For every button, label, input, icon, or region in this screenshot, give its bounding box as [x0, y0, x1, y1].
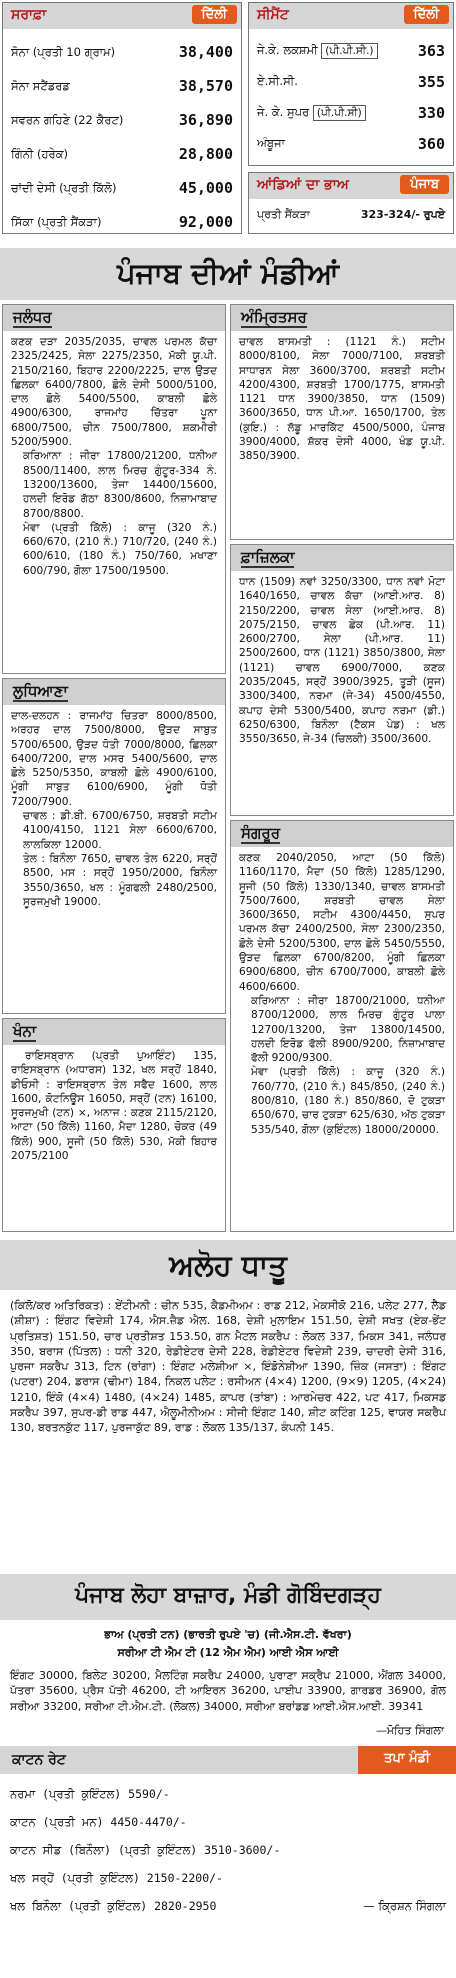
cotton-row: ਨਰਮਾ (ਪ੍ਰਤੀ ਕੁਇੰਟਲ) 5590/-: [10, 1787, 170, 1801]
rate-label: ਸੋਨਾ (ਪ੍ਰਤੀ 10 ਗ੍ਰਾਮ): [11, 44, 116, 59]
steel-subheading: [0, 1626, 456, 1662]
cotton-row: ਕਾਟਨ ਸੀਡ (ਬਿਨੌਲਾ) (ਪ੍ਰਤੀ ਕੁਇੰਟਲ) 3510-3600/-: [10, 1843, 281, 1857]
eggs-label: ਪ੍ਰਤੀ ਸੈਂਕੜਾ: [257, 208, 310, 221]
steel-signature: —ਮੋਹਿਤ ਸਿੰਗਲਾ: [375, 1724, 444, 1737]
rate-value: 360: [417, 134, 445, 153]
eggs-title: ਆਂਡਿਆਂ ਦਾ ਭਾਅ: [257, 177, 349, 193]
jalandhar-body: ਕਣਕ ਦੜਾ 2035/2035, ਚਾਵਲ ਪਰਮਲ ਕੱਚਾ 2325/2425, ਸੇਲਾ 2275/2350, ਮੱਕੀ ਯੂ.ਪੀ. 2150/2160, ਬਿਹਾਰ 2200/2225, ਦਾਲ ਉੜਦ ਛਿਲਕਾ 6400/7800, ਛੋਲੇ ਦੇਸੀ 5000/5100, ਦਾਲ ਛੋਲੇ 5400/5500, ਕਾਬਲੀ ਛੋਲੇ 4900/6300, ਰਾਜਮਾਂਹ ਚਿੱਤਰਾ ਪੂਨਾ 6800/7500, ਚੀਨ 7500/7800, ਸ਼ਕਮੀਰੀ 5200/5900.: [11, 336, 217, 449]
sangrur-text: [231, 847, 453, 1141]
cotton-place-tag: ਤਪਾ ਮੰਡੀ: [358, 1746, 456, 1774]
amritsar-title: ਅੰਮ੍ਰਿਤਸਰ: [241, 308, 307, 326]
ludhiana-text: [3, 705, 225, 913]
rate-value: 38,570: [178, 77, 233, 95]
steel-sub1: ਭਾਅ (ਪ੍ਰਤੀ ਟਨ) (ਭਾਰਤੀ ਰੁਪਏ 'ਚ) (ਜੀ.ਐਸ.ਟੀ. ਵੱਖਰਾ): [104, 1628, 352, 1641]
metal-band: [0, 1240, 456, 1290]
saraafa-box: [2, 2, 242, 234]
steel-title: ਪੰਜਾਬ ਲੋਹਾ ਬਾਜ਼ਾਰ, ਮੰਡੀ ਗੋਬਿੰਦਗੜ੍ਹ: [75, 1583, 381, 1608]
jalandhar-section: [2, 304, 226, 674]
rate-row: [249, 97, 453, 128]
saraafa-city-tag: ਦਿੱਲੀ: [192, 5, 238, 24]
mandi-band: [0, 248, 456, 300]
rate-value: 330: [417, 103, 445, 122]
jalandhar-text: [3, 331, 225, 582]
eggs-header: [249, 173, 453, 199]
jalandhar-kariana: ਕਰਿਆਨਾ : ਜੀਰਾ 17800/21200, ਧਨੀਆ 8500/11400, ਲਾਲ ਮਿਰਚ ਗੁੰਟੂਰ-334 ਨੰ. 13200/13600, ਤੇਜਾ 14400/15600, ਹਲਦੀ ਇਰੋਡ ਗੱਠਾ 8300/8600, ਨਿਜ਼ਾਮਾਬਾਦ 8700/8800.: [23, 450, 217, 520]
rate-label: ਸੋਨਾ ਸਟੈਂਡਰਡ: [11, 78, 70, 93]
rate-value: 36,890: [178, 111, 233, 129]
cement-box: [248, 2, 454, 166]
rate-row: [3, 171, 241, 205]
cotton-row: ਖਲ ਬਿਨੌਲਾ (ਪ੍ਰਤੀ ਕੁਇੰਟਲ) 2820-2950: [10, 1899, 217, 1913]
fazilka-section: [230, 544, 454, 816]
cement-city-tag: ਦਿੱਲੀ: [404, 5, 450, 24]
cotton-title: ਕਾਟਨ ਰੇਟ: [12, 1752, 66, 1768]
saraafa-header: [3, 3, 241, 29]
khanna-title: ਖੰਨਾ: [13, 1022, 37, 1040]
cotton-header: [0, 1746, 456, 1774]
ludhiana-tel: ਤੇਲ : ਬਿਨੌਲਾ 7650, ਚਾਵਲ ਤੇਲ 6220, ਸਰ੍ਹੋਂ 8500, ਮਸ : ਸਰ੍ਹੋਂ 1950/2000, ਬਿਨੌਲਾ 3550/3650, ਖਲ : ਮੂੰਗਫਲੀ 2480/2500, ਸੂਰਜਮੁਖੀ 19000.: [23, 852, 217, 908]
ludhiana-chawal: ਚਾਵਲ : ਡੀ.ਬੀ. 6700/6750, ਸ਼ਰਬਤੀ ਸਟੀਮ 4100/4150, 1121 ਸੇਲਾ 6600/6700, ਲਾਲਕਿਲਾ 12000.: [23, 810, 217, 851]
jalandhar-title: ਜਲੰਧਰ: [13, 308, 52, 326]
eggs-state-tag: ਪੰਜਾਬ: [400, 175, 449, 194]
khanna-header: [3, 1019, 225, 1045]
metal-title: ਅਲੋਹ ਧਾਤੂ: [169, 1248, 287, 1282]
fazilka-header: [231, 545, 453, 571]
cement-title: ਸੀਮੈਂਟ: [257, 7, 289, 23]
cotton-row: ਕਾਟਨ (ਪ੍ਰਤੀ ਮਨ) 4450-4470/-: [10, 1815, 187, 1829]
ludhiana-section: [2, 678, 226, 1014]
rate-row: [3, 69, 241, 103]
rate-value: 363: [417, 41, 445, 60]
cotton-section: [0, 1746, 456, 1978]
sangrur-kariana: ਕਰਿਆਨਾ : ਜੀਰਾ 18700/21000, ਧਨੀਆ 8700/12000, ਲਾਲ ਮਿਰਚ ਗੁੰਟੂਰ ਪਾਲਾ 12700/13200, ਤੇਜਾ 13800/14500, ਹਲਦੀ ਇਰੋਡ ਫੱਲੀ 8900/9200, ਨਿਜ਼ਾਮਾਬਾਦ ਫੱਲੀ 9200/9300.: [251, 994, 445, 1065]
rate-row: [3, 137, 241, 171]
eggs-value: 323-324/- ਰੁਪਏ: [360, 208, 445, 221]
rate-label: ਸਿੱਕਾ (ਪ੍ਰਤੀ ਸੈਂਕੜਾ): [11, 214, 102, 229]
ludhiana-body: ਦਾਲ-ਦਲਹਨ : ਰਾਜਮਾਂਹ ਚਿਤਰਾ 8000/8500, ਅਰਹਰ ਦਾਲ 7500/8000, ਉੜਦ ਸਾਬੁਤ 5700/6500, ਉੜਦ ਧੋਤੀ 7000/8000, ਛਿਲਕਾ 6400/7200, ਦਾਲ ਮਸਰ 5400/5600, ਦਾਲ ਛੋਲੇ 5250/5350, ਕਾਬਲੀ ਛੋਲੇ 4900/6100, ਮੂੰਗੀ ਸਾਬੁਤ 6100/6900, ਮੂੰਗੀ ਧੋਤੀ 7200/7900.: [11, 710, 217, 808]
fazilka-title: ਫ਼ਾਜ਼ਿਲਕਾ: [241, 548, 295, 566]
rate-row: [249, 35, 453, 66]
saraafa-title: ਸਰਾਫ਼ਾ: [11, 7, 47, 23]
rate-value: 92,000: [178, 213, 233, 231]
ludhiana-title: ਲੁਧਿਆਣਾ: [13, 682, 68, 700]
rate-label: ਏ.ਸੀ.ਸੀ.: [257, 74, 298, 88]
rate-row: [3, 205, 241, 239]
cement-header: [249, 3, 453, 29]
amritsar-text: ਚਾਵਲ ਬਾਸਮਤੀ : (1121 ਨੰ.) ਸਟੀਮ 8000/8100, ਸੇਲਾ 7000/7100, ਸ਼ਰਬਤੀ ਸਾਧਾਰਨ ਸੇਲਾ 3600/3700, ਸ਼ਰਬਤੀ ਸਟੀਮ 4200/4300, ਸ਼ਰਬਤੀ 1700/1775, ਬਾਸਮਤੀ 1121 ਧਾਨ 3900/3850, ਧਾਨ (1509) 3600/3650, ਧਾਨ ਪੀ.ਆ. 1650/1700, ਤੇਲ (ਕੁਇ.) : ਲੱਡੂ ਮਾਰਕਿੱਟ 4500/5000, ਪੰਜਾਬ 3900/4000, ਸ਼ੱਕਰ ਦੇਸੀ 4000, ਖੰਡ ਯੂ.ਪੀ. 3850/3900.: [239, 336, 445, 463]
cotton-signature: — ਕ੍ਰਿਸ਼ਨ ਸਿੰਗਲਾ: [363, 1899, 446, 1913]
sangrur-body: ਕਣਕ 2040/2050, ਆਟਾ (50 ਕਿੱਲੋ) 1160/1170, ਮੈਦਾ (50 ਕਿੱਲੋ) 1285/1290, ਸੂਜੀ (50 ਕਿੱਲੋ) 1330/1340, ਚਾਵਲ ਬਾਸਮਤੀ 7500/7600, ਸ਼ਰਬਤੀ ਚਾਵਲ ਸੇਲਾ 3600/3650, ਸਟੀਮ 4300/4450, ਸੁਪਰ ਪਰਮਲ ਕੱਚਾ 2400/2500, ਸੇਲਾ 2300/2350, ਛੋਲੇ ਦੇਸੀ 5200/5300, ਦਾਲ ਛੋਲੇ 5450/5550, ਉੜਦ ਛਿਲਕਾ 6700/8200, ਮੂੰਗੀ ਛਿਲਕਾ 6900/6800, ਚੀਨ 6700/7000, ਕਾਬਲੀ ਛੋਲੇ 4600/6600.: [239, 852, 445, 993]
steel-sub2: ਸਰੀਆ ਟੀ ਐਮ ਟੀ (12 ਐਮ ਐਮ) ਆਈ ਐਸ ਆਈ: [117, 1646, 339, 1659]
rate-label: ਸਵਰਨ ਗਹਿਣੇ (22 ਕੈਰਟ): [11, 112, 124, 127]
amritsar-header: [231, 305, 453, 331]
sangrur-title: ਸੰਗਰੂਰ: [241, 824, 281, 842]
rate-label: ਅੰਬੂਜਾ: [257, 136, 285, 150]
rate-row: [249, 66, 453, 97]
mandi-title: ਪੰਜਾਬ ਦੀਆਂ ਮੰਡੀਆਂ: [116, 256, 340, 290]
sangrur-section: [230, 820, 454, 1232]
rate-label: ਗਿੰਨੀ (ਹਰੇਕ): [11, 146, 69, 161]
ludhiana-header: [3, 679, 225, 705]
rate-row: [249, 128, 453, 159]
jalandhar-meva: ਮੇਵਾ (ਪ੍ਰਤੀ ਕਿੱਲੋ) : ਕਾਜੂ (320 ਨੰ.) 660/670, (210 ਨੰ.) 710/720, (240 ਨੰ.) 600/610, (180 ਨੰ.) 750/760, ਮਖਾਣਾ 600/790, ਗੋਲਾ 17500/19500.: [23, 521, 217, 577]
rate-label: ਜੇ. ਕੇ. ਸੁਪਰ: [257, 105, 310, 119]
rate-label: ਚਾਂਦੀ ਦੇਸੀ (ਪ੍ਰਤੀ ਕਿੱਲੋ): [11, 180, 117, 195]
fazilka-text: ਧਾਨ (1509) ਨਵਾਂ 3250/3300, ਧਾਨ ਨਵਾਂ ਮੋਟਾ 1640/1650, ਚਾਵਲ ਕੱਚਾ (ਆਈ.ਆਰ. 8) 2150/2200, ਚਾਵਲ ਸੇਲਾ (ਆਈ.ਆਰ. 8) 2075/2150, ਚਾਵਲ ਛੇਕ (ਪੀ.ਆਰ. 11) 2600/2700, ਸੇਲਾ (ਪੀ.ਆਰ. 11) 2500/2600, ਧਾਨ (1121) 3850/3800, ਸੇਲਾ (1121) ਚਾਵਲ 6900/7000, ਕਣਕ 2035/2045, ਸਰ੍ਹੋਂ 3900/3925, ਤੂੜੀ (ਸੂਜ) 3300/3400, ਨਰਮਾ (ਜੇ-34) 4500/4550, ਕਪਾਹ ਦੇਸੀ 5300/5400, ਕਪਾਹ ਨਰਮਾ (ਡੀ.) 6250/6300, ਬਿਨੌਲਾ (ਟੈਕਸ ਪੇਡ) : ਖਲ 3550/3650, ਜੇ-34 (ਚਿਲਕੀ) 3500/3600.: [239, 576, 445, 746]
sangrur-meva: ਮੇਵਾ (ਪ੍ਰਤੀ ਕਿੱਲੋ) : ਕਾਜੂ (320 ਨੰ.) 760/770, (210 ਨੰ.) 845/850, (240 ਨੰ.) 800/810, (180 ਨੰ.) 850/860, ਦੋ ਟੁਕੜਾ 650/670, ਚਾਰ ਟੁਕੜਾ 625/630, ਅੱਠ ਟੁਕੜਾ 535/540, ਗੋਲਾ (ਕੁਇੰਟਲ) 18000/20000.: [251, 1066, 445, 1136]
metal-text: (ਕਿਲੋ/ਕਰ ਅਤਿਰਿਕਤ) : ਏਂਟੀਮਨੀ : ਚੀਨ 535, ਕੈਡਮੀਅਮ : ਰਾਡ 212, ਮੇਕਸੀਕੋ 216, ਪਲੇਟ 277, ਲੈਡ (ਸ਼ੀਸ਼ਾ) : ਇੰਗਟ ਵਿਦੇਸ਼ੀ 174, ਐਸ.ਜ਼ੈਡ ਐਲ. 168, ਦੇਸ਼ੀ ਮੁਲਾਇਮ 151.50, ਦੇਸ਼ੀ ਸਖਤ (ਏਕ-ਭੇਂਟ ਪ੍ਰਤਿਸ਼ਤ) 151.50, ਚਾਰ ਪ੍ਰਤੀਸ਼ਤ 153.50, ਗਨ ਮੈਟਲ ਸਕਰੈਪ : ਲੋਕਲ 337, ਮਿਕਸ 341, ਜਲੰਧਰ 350, ਬਰਾਸ (ਪਿੱਤਲ) : ਧਨੀ 320, ਰੇਡੀਏਟਰ ਦੇਸੀ 228, ਰੇਡੀਏਟਰ ਵਿਦੇਸ਼ੀ 239, ਚਾਦਰੀ ਦੇਸੀ 316, ਪੁਰਜਾ ਸਕਰੈਪ 313, ਟਿਨ (ਰਾਂਗਾ) : ਇੰਗਟ ਮਲੇਸ਼ੀਆ ×, ਇੰਡੋਨੇਸ਼ੀਆ 1390, ਜ਼ਿੰਕ (ਜਸਤਾ) : ਇੰਗਟ (ਪਟਰਾ) 204, ਡਰਾਸ (ਢੀਮਾ) 184, ਨਿਕਲ ਪਲੇਟ : ਰਸੀਅਨ (4×4) 1200, (9×9) 1205, (4×24) 1210, ਇੰਕੋ (4×4) 1480, (4×24) 1485, ਕਾਪਰ (ਤਾਂਬਾ) : ਆਰਮੇਚਰ 422, ਪਟ 417, ਮਿਕਸਡ ਸਕਰੈਪ 397, ਸੁਪਰ-ਡੀ ਰਾਡ 447, ਐਲੂਮੀਨੀਅਮ : ਸੀਜੀ ਇੰਗਟ 140, ਸ਼ੀਟ ਕਟਿੰਗ 125, ਵਾਯਰ ਸਕਰੈਪ 130, ਬਰਤਨਕੁੱਟ 117, ਪੁਰਜਾਕੁੱਟ 89, ਰਾਡ : ਲੋਕਲ 135/137, ਕੰਪਨੀ 145.: [10, 1299, 446, 1435]
sangrur-header: [231, 821, 453, 847]
rate-value: 28,800: [178, 145, 233, 163]
rate-label: ਜੇ.ਕੇ. ਲਕਸ਼ਮੀ: [257, 43, 318, 57]
khanna-section: [2, 1018, 226, 1232]
cement-type-tag: (ਪੀ.ਪੀ.ਸੀ): [313, 105, 366, 121]
eggs-box: [248, 172, 454, 234]
cement-type-tag: (ਪੀ.ਪੀ.ਸੀ.): [321, 43, 377, 59]
cotton-list: [0, 1774, 456, 1926]
rate-value: 45,000: [178, 179, 233, 197]
steel-band: [0, 1574, 456, 1620]
rate-value: 38,400: [178, 43, 233, 61]
eggs-rate-row: [249, 199, 453, 231]
rate-row: [3, 103, 241, 137]
steel-text: ਇੰਗਟ 30000, ਬਿਲੇਟ 30200, ਮੈਲਟਿੰਗ ਸਕਰੈਪ 24000, ਪੁਰਾਣਾ ਸਕ੍ਰੈਪ 21000, ਐਂਗਲ 34000, ਪੱਤਰਾ 35600, ਪ੍ਰੈਸ ਪੱਤੀ 46200, ਟੀ ਆਇਰਨ 36200, ਪਾਈਪ 33900, ਗਾਰਡਰ 36900, ਗੋਲ ਸਰੀਆ 33200, ਸਰੀਆ ਟੀ.ਐਮ.ਟੀ. (ਲੋਕਲ) 34000, ਸਰੀਆ ਬਰਾਂਡਡ ਆਈ.ਐਸ.ਆਈ. 39341: [10, 1669, 446, 1713]
cotton-row: ਖਲ ਸਰ੍ਹੋਂ (ਪ੍ਰਤੀ ਕੁਇੰਟਲ) 2150-2200/-: [10, 1871, 223, 1885]
amritsar-section: [230, 304, 454, 540]
cotton-row-last: [10, 1892, 446, 1920]
rate-row: [3, 35, 241, 69]
rate-value: 355: [417, 72, 445, 91]
khanna-text: ਰਾਇਸਬ੍ਰਾਨ (ਪ੍ਰਤੀ ਪੁਆਇੰਟ) 135, ਰਾਇਸਬ੍ਰਾਨ (ਅਧਾਰਸ) 132, ਖਲ ਸਰ੍ਹੋਂ 1840, ਡੀਓਸੀ : ਰਾਇਸਬ੍ਰਾਨ ਤੇਲ ਸਫੈਦ 1600, ਲਾਲ 1600, ਕੋਟਨਿਊਸ 16050, ਸਰ੍ਹੋਂ (ਟਨ) 16100, ਸੂਰਜਮੁਖੀ (ਟਨ) ×, ਅਨਾਜ : ਕਣਕ 2115/2120, ਆਟਾ (50 ਕਿੱਲੋ) 1160, ਮੈਦਾ 1280, ਚੋਕਰ (49 ਕਿੱਲੋ) 900, ਸੂਜੀ (50 ਕਿੱਲੋ) 530, ਮੱਕੀ ਬਿਹਾਰ 2075/2100: [11, 1050, 217, 1163]
jalandhar-header: [3, 305, 225, 331]
